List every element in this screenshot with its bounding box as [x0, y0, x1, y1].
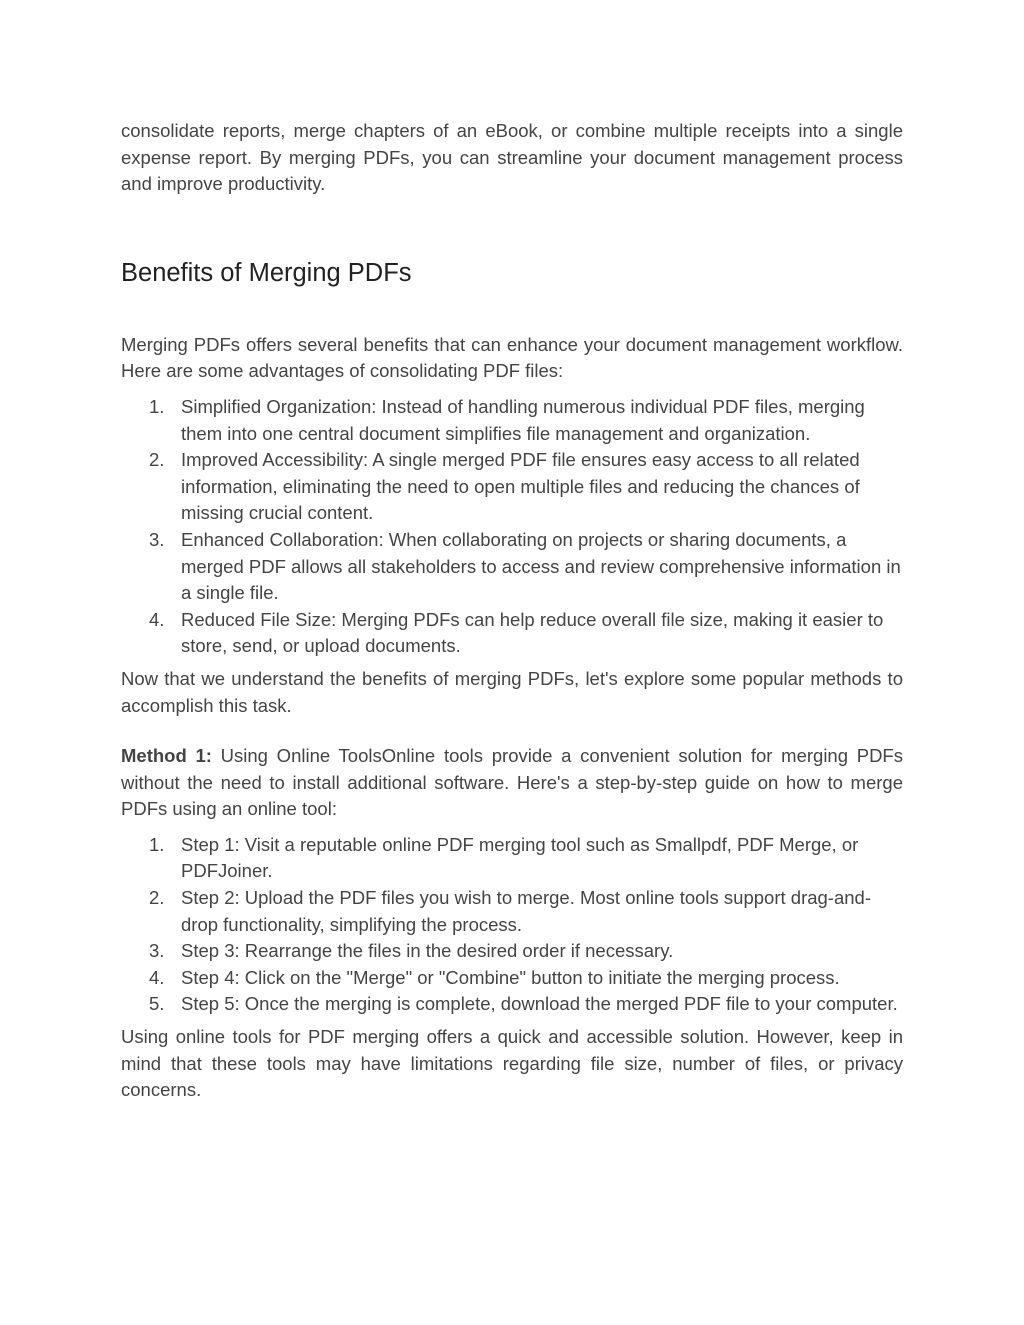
list-item	[121, 991, 903, 1018]
method1-steps-list	[121, 832, 903, 1018]
list-item-text: Step 3: Rearrange the files in the desired order if necessary.	[181, 940, 674, 962]
document-page	[121, 118, 903, 1104]
method1-intro-paragraph	[121, 743, 903, 823]
list-item-text: Reduced File Size: Merging PDFs can help reduce overall file size, making it easier to store, send, or upload documents.	[181, 608, 884, 657]
list-item-number: 4.	[149, 608, 165, 630]
section-heading-benefits: Benefits of Merging PDFs	[121, 258, 412, 287]
list-item-number: 3.	[149, 528, 165, 550]
list-item-text: Step 2: Upload the PDF files you wish to merge. Most online tools support drag-and-drop functionality, simplifying the process.	[181, 887, 871, 935]
method1-label: Method 1:	[121, 745, 212, 767]
list-item	[121, 394, 903, 447]
list-item-text: Simplified Organization: Instead of handling numerous individual PDF files, merging them into one central document simplifies file management and organization.	[181, 395, 865, 444]
list-item	[121, 832, 903, 885]
list-item-number: 1.	[149, 395, 165, 417]
benefits-intro-paragraph: Merging PDFs offers several benefits that can enhance your document management workflow. Here are some advantages of consolidating PDF files:	[121, 333, 903, 382]
list-item	[121, 885, 903, 938]
list-item-number: 2.	[149, 887, 165, 909]
list-item	[121, 965, 903, 992]
method1-outro-paragraph: Using online tools for PDF merging offers a quick and accessible solution. However, keep in mind that these tools may have limitations regarding file size, number of files, or privacy concerns.	[121, 1026, 903, 1101]
list-item-text: Enhanced Collaboration: When collaborating on projects or sharing documents, a merged PDF allows all stakeholders to access and review comprehensive information in a single file.	[181, 528, 901, 604]
list-item	[121, 607, 903, 660]
list-item-number: 3.	[149, 940, 165, 962]
benefits-outro-paragraph: Now that we understand the benefits of merging PDFs, let's explore some popular methods to accomplish this task.	[121, 667, 903, 716]
list-item-number: 5.	[149, 993, 165, 1015]
list-item-text: Step 1: Visit a reputable online PDF merging tool such as Smallpdf, PDF Merge, or PDFJoiner.	[181, 833, 859, 882]
benefits-list	[121, 394, 903, 660]
list-item-text: Step 5: Once the merging is complete, download the merged PDF file to your computer.	[181, 993, 898, 1015]
list-item	[121, 938, 903, 965]
list-item	[121, 447, 903, 527]
intro-paragraph: consolidate reports, merge chapters of an eBook, or combine multiple receipts into a single expense report. By merging PDFs, you can streamline your document management process and improve productivity.	[121, 120, 903, 195]
list-item-number: 2.	[149, 449, 165, 471]
list-item-number: 1.	[149, 833, 165, 855]
list-item-text: Step 4: Click on the "Merge" or "Combine" button to initiate the merging process.	[181, 966, 840, 988]
list-item	[121, 527, 903, 607]
method1-intro-text: Using Online ToolsOnline tools provide a convenient solution for merging PDFs without the need to install additional software. Here's a step-by-step guide on how to merge PDFs using an online tool:	[121, 745, 903, 820]
list-item-number: 4.	[149, 966, 165, 988]
list-item-text: Improved Accessibility: A single merged PDF file ensures easy access to all related information, eliminating the need to open multiple files and reducing the chances of missing crucial content.	[181, 449, 860, 524]
